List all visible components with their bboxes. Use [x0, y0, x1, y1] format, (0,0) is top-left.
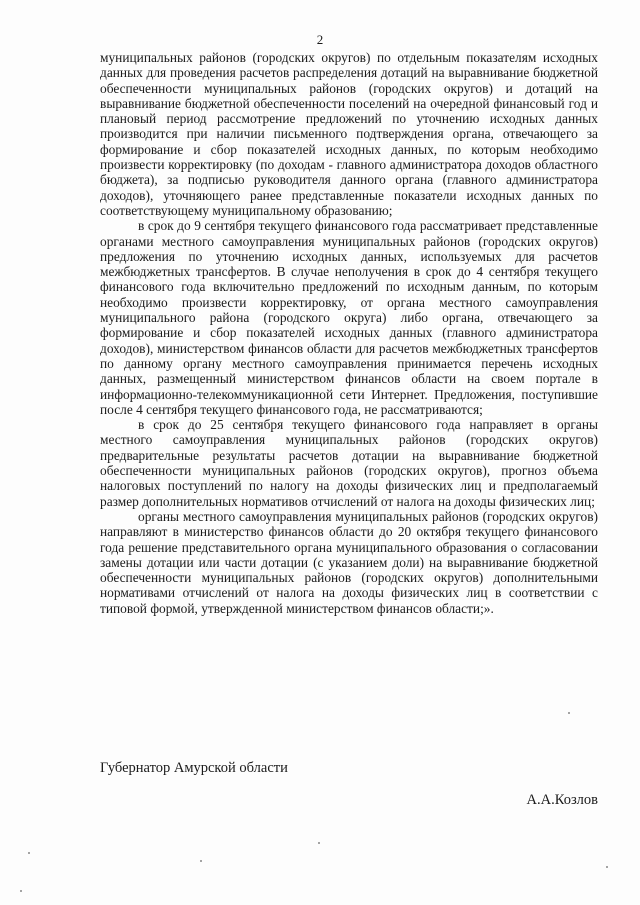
- page-number: 2: [316, 32, 324, 47]
- paragraph-2: в срок до 9 сентября текущего финансового года рассматривает представленные органами местного самоуправления муниципальных районов (городских округов) предложения по уточнению исходных данных, используемых для расчетов межбюджетных трансфертов. В случае неполучения в срок до 4 сентября текущего финансового года включительно предложений по исходным данным, по которым необходимо произвести корректировку, от органа местного самоуправления муниципального района (городского округа) либо органа, отвечающего за формирование и сбор показателей исходных данных (главного администратора доходов), министерством финансов области для расчетов межбюджетных трансфертов по данному органу местного самоуправления принимается перечень исходных данных, размещенный министерством финансов области на своем портале в информационно-телекоммуникационной сети Интернет. Предложения, поступившие после 4 сентября текущего финансового года, не рассматриваются;: [100, 218, 598, 417]
- signatory-position: Губернатор Амурской области: [100, 760, 288, 776]
- paragraph-1: муниципальных районов (городских округов) по отдельным показателям исходных данных для проведения расчетов распределения дотаций на выравнивание бюджетной обеспеченности муниципальных районов (городских округов) и дотаций на выравнивание бюджетной обеспеченности поселений на очередной финансовый год и плановый период рассмотрение предложений по уточнению исходных данных производится при наличии письменного подтверждения органа, отвечающего за формирование и сбор показателей исходных данных, по которым необходимо произвести корректировку (по доходам - главного администратора доходов областного бюджета), за подписью руководителя данного органа (главного администратора доходов), уточняющего ранее представленные показатели исходных данных по соответствующему муниципальному образованию;: [100, 50, 598, 218]
- scan-speck: [568, 712, 570, 714]
- paragraph-3: в срок до 25 сентября текущего финансового года направляет в органы местного самоуправления муниципальных районов (городских округов) предварительные результаты расчетов дотации на выравнивание бюджетной обеспеченности муниципальных районов (городских округов), прогноз объема налоговых поступлений по налогу на доходы физических лиц и предполагаемый размер дополнительных нормативов отчислений от налога на доходы физических лиц;: [100, 417, 598, 509]
- document-body: [100, 50, 598, 616]
- signatory-name: А.А.Козлов: [526, 792, 598, 808]
- scan-speck: [20, 890, 22, 892]
- paragraph-4: органы местного самоуправления муниципальных районов (городских округов) направляют в министерство финансов области до 20 октября текущего финансового года решение представительного органа муниципального образования о согласовании замены дотации или части дотации (с указанием доли) на выравнивание бюджетной обеспеченности муниципальных районов (городских округов) дополнительными нормативами отчислений от налога на доходы физических лиц в соответствии с типовой формой, утвержденной министерством финансов области;».: [100, 508, 598, 616]
- scan-speck: [606, 866, 608, 868]
- scan-speck: [200, 860, 202, 862]
- scan-speck: [318, 842, 320, 844]
- scan-speck: [28, 852, 30, 854]
